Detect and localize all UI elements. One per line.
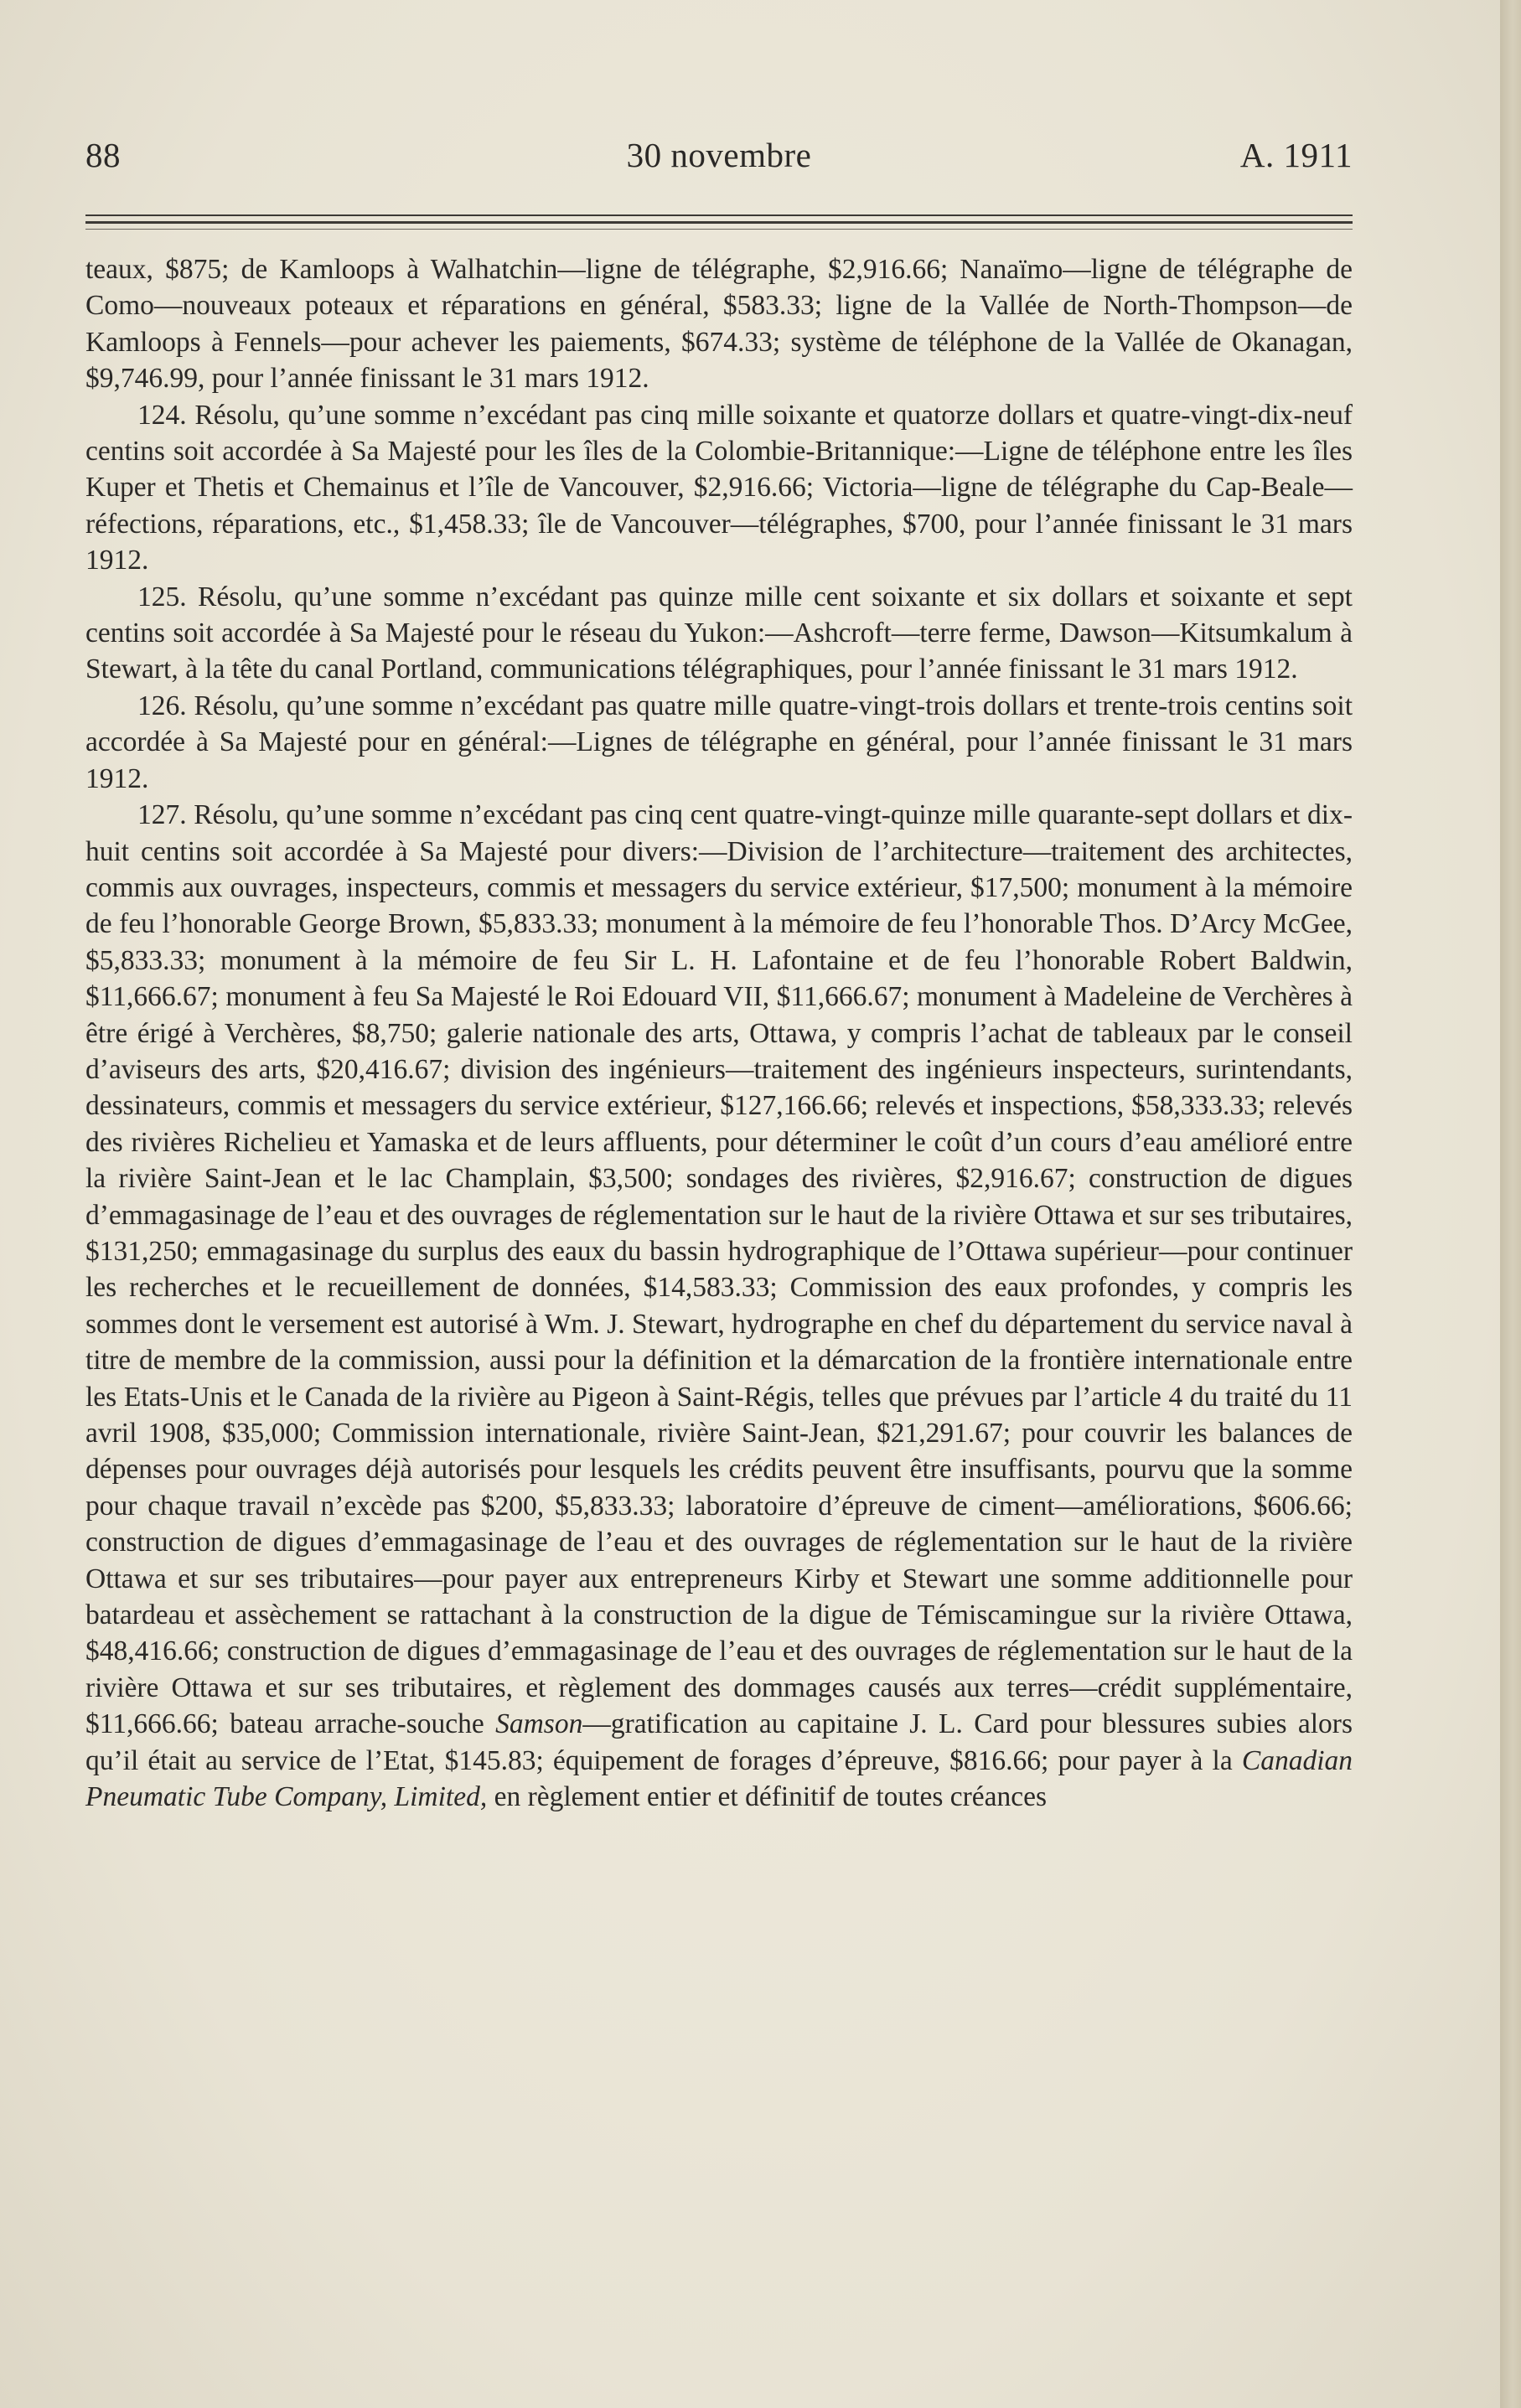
paragraph-127-text-3: en règlement entier et définitif de toutes créances (487, 1781, 1048, 1813)
header-rule-bottom (85, 229, 1353, 230)
page-number: 88 (85, 136, 121, 174)
paragraph-127-text: 127. Résolu, qu’une somme n’excédant pas cinq cent quatre-vingt-quinze mille quarante-sept dollars et dix-huit centins soit accordée à Sa Majesté pour divers:—Division de l’architecture—traitement des architectes, commis aux ouvrages, inspecteurs, commis et messagers du service extérieur, $17,500; monument à la mémoire de feu l’honorable George Brown, $5,833.33; monument à la mémoire de feu l’honorable Thos. D’Arcy McGee, $5,833.33; monument à la mémoire de feu Sir L. H. Lafontaine et de feu l’honorable Robert Baldwin, $11,666.67; monument à feu Sa Majesté le Roi Edouard VII, $11,666.67; monument à Madeleine de Verchères à être érigé à Verchères, $8,750; galerie nationale des arts, Ottawa, y compris l’achat de tableaux par le conseil d’aviseurs des arts, $20,416.67; division des ingénieurs—traitement des ingénieurs inspecteurs, surintendants, dessinateurs, commis et messagers du service extérieur, $127,166.66; relevés et inspections, $58,333.33; relevés des rivières Richelieu et Yamaska et de leurs affluents, pour déterminer le coût d’un cours d’eau amélioré entre la rivière Saint-Jean et le lac Champlain, $3,500; sondages des rivières, $2,916.67; construction de digues d’emmagasinage de l’eau et des ouvrages de réglementation sur le haut de la rivière Ottawa et sur ses tributaires, $131,250; emmagasinage du surplus des eaux du bassin hydrographique de l’Ottawa supérieur—pour continuer les recherches et le recueillement de données, $14,583.33; Commission des eaux profondes, y compris les sommes dont le versement est autorisé à Wm. J. Stewart, hydrographe en chef du département du service naval à titre de membre de la commission, aussi pour la définition et la démarcation de la frontière internationale entre les Etats-Unis et le Canada de la rivière au Pigeon à Saint-Régis, telles que prévues par l’article 4 du traité du 11 avril 1908, $35,000; Commission internationale, rivière Saint-Jean, $21,291.67; pour couvrir les balances de dépenses pour ouvrages déjà autorisés pour lesquels les crédits peuvent être insuffisants, pourvu que la somme pour chaque travail n’excède pas $200, $5,833.33; laboratoire d’épreuve de ciment—améliorations, $606.66; construction de digues d’emmagasinage de l’eau et des ouvrages de réglementation sur le haut de la rivière Ottawa et sur ses tributaires—pour payer aux entrepreneurs Kirby et Stewart une somme additionnelle pour batardeau et assèchement se rattachant à la construction de la digue de Témiscamingue sur la rivière Ottawa, $48,416.66; construction de digues d’emmagasinage de l’eau et des ouvrages de réglementation sur le haut de la rivière Ottawa et sur ses tributaires, et règlement des dommages causés aux terres—crédit supplémentaire, $11,666.66; bateau arrache-souche (85, 799, 1353, 1740)
header-year: A. 1911 (1239, 136, 1353, 174)
header-rule-middle (85, 221, 1353, 224)
vessel-name-samson: Samson (495, 1708, 583, 1740)
paragraph-124: 124. Résolu, qu’une somme n’excédant pas cinq mille soixante et quatorze dollars et quatre-vingt-dix-neuf centins soit accordée à Sa Majesté pour les îles de la Colombie-Britannique:—Ligne de téléphone entre les îles Kuper et Thetis et Chemainus et l’île de Vancouver, $2,916.66; Victoria—ligne de télégraphe du Cap-Beale—réfections, réparations, etc., $1,458.33; île de Vancouver—télégraphes, $700, pour l’année finissant le 31 mars 1912. (85, 399, 1353, 576)
page-header (85, 130, 1353, 180)
paragraph-125: 125. Résolu, qu’une somme n’excédant pas quinze mille cent soixante et six dollars et soixante et sept centins soit accordée à Sa Majesté pour le réseau du Yukon:—Ashcroft—terre ferme, Dawson—Kitsumkalum à Stewart, à la tête du canal Portland, communications télégraphiques, pour l’année finissant le 31 mars 1912. (85, 581, 1353, 685)
paragraph-continuation: teaux, $875; de Kamloops à Walhatchin—ligne de télégraphe, $2,916.66; Nanaïmo—ligne de télégraphe de Como—nouveaux poteaux et réparations en général, $583.33; ligne de la Vallée de North-Thompson—de Kamloops à Fennels—pour achever les paiements, $674.33; système de téléphone de la Vallée de Okanagan, $9,746.99, pour l’année finissant le 31 mars 1912. (85, 254, 1353, 395)
paragraph-126: 126. Résolu, qu’une somme n’excédant pas quatre mille quatre-vingt-trois dollars et trente-trois centins soit accordée à Sa Majesté pour en général:—Lignes de télégraphe en général, pour l’année finissant le 31 mars 1912. (85, 690, 1353, 794)
header-date: 30 novembre (626, 136, 812, 174)
body-text (85, 251, 1353, 1815)
page-edge (1500, 0, 1521, 2408)
paragraph-127-text-2: —gratification au capitaine J. L. Card pour blessures subies alors qu’il était au service de l’Etat, $145.83; équipement de forages d’épreuve, $816.66; pour payer à la (85, 1708, 1353, 1776)
company-name: Canadian Pneumatic Tube Company, Limited, (85, 1744, 1353, 1813)
paragraph-127 (85, 797, 1353, 1815)
header-rule-top (85, 214, 1353, 216)
